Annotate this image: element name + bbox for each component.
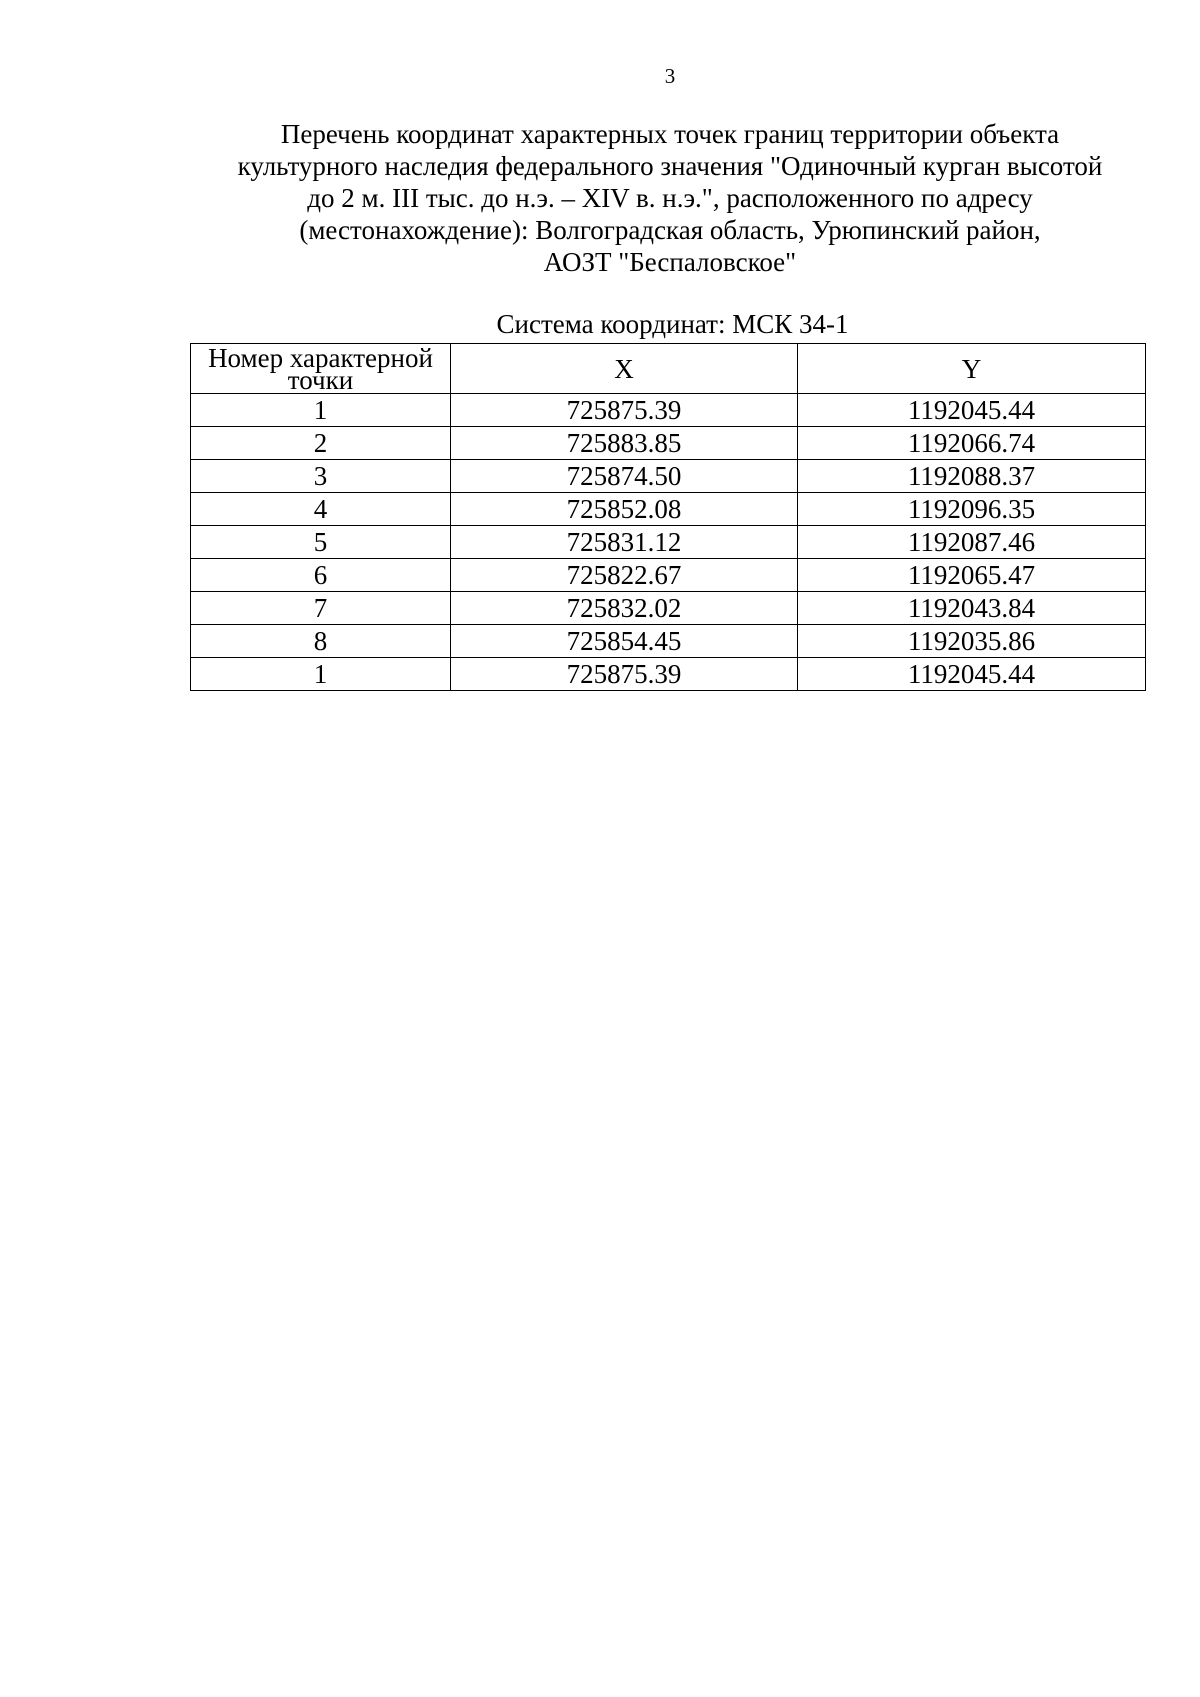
table-row (191, 625, 1146, 658)
coordinate-system-caption: Система координат: МСК 34-1 (496, 309, 849, 339)
document-title (180, 118, 1160, 278)
cell-y: 1192088.37 (798, 460, 1146, 493)
cell-x: 725822.67 (451, 559, 798, 592)
cell-x: 725854.45 (451, 625, 798, 658)
title-line: культурного наследия федерального значения "Одиночный курган высотой (237, 151, 1103, 181)
table-row (191, 460, 1146, 493)
title-line: АОЗТ "Беспаловское" (543, 247, 797, 277)
cell-x: 725832.02 (451, 592, 798, 625)
cell-point-number: 7 (191, 592, 451, 625)
title-line: (местонахождение): Волгоградская область, Урюпинский район, (299, 215, 1041, 245)
table-row (191, 427, 1146, 460)
cell-point-number: 6 (191, 559, 451, 592)
coordinates-table (190, 343, 1146, 691)
cell-y: 1192065.47 (798, 559, 1146, 592)
cell-point-number: 1 (191, 658, 451, 691)
table-row (191, 493, 1146, 526)
table-row (191, 559, 1146, 592)
header-point-number: Номер характерной точки (191, 344, 451, 394)
header-y: Y (798, 344, 1146, 394)
cell-point-number: 1 (191, 394, 451, 427)
title-line: Перечень координат характерных точек границ территории объекта (280, 119, 1060, 149)
cell-x: 725875.39 (451, 394, 798, 427)
table-row (191, 592, 1146, 625)
cell-y: 1192096.35 (798, 493, 1146, 526)
table-row (191, 394, 1146, 427)
cell-point-number: 3 (191, 460, 451, 493)
table-row (191, 658, 1146, 691)
cell-y: 1192035.86 (798, 625, 1146, 658)
table-header-row (191, 344, 1146, 394)
cell-point-number: 5 (191, 526, 451, 559)
cell-y: 1192066.74 (798, 427, 1146, 460)
header-x: X (451, 344, 798, 394)
cell-x: 725875.39 (451, 658, 798, 691)
page-number: 3 (664, 64, 676, 88)
cell-point-number: 2 (191, 427, 451, 460)
cell-x: 725874.50 (451, 460, 798, 493)
cell-y: 1192043.84 (798, 592, 1146, 625)
cell-x: 725831.12 (451, 526, 798, 559)
cell-x: 725852.08 (451, 493, 798, 526)
cell-y: 1192045.44 (798, 394, 1146, 427)
table-row (191, 526, 1146, 559)
cell-y: 1192087.46 (798, 526, 1146, 559)
cell-point-number: 4 (191, 493, 451, 526)
title-line: до 2 м. III тыс. до н.э. – XIV в. н.э.", расположенного по адресу (307, 183, 1033, 213)
cell-x: 725883.85 (451, 427, 798, 460)
cell-point-number: 8 (191, 625, 451, 658)
cell-y: 1192045.44 (798, 658, 1146, 691)
